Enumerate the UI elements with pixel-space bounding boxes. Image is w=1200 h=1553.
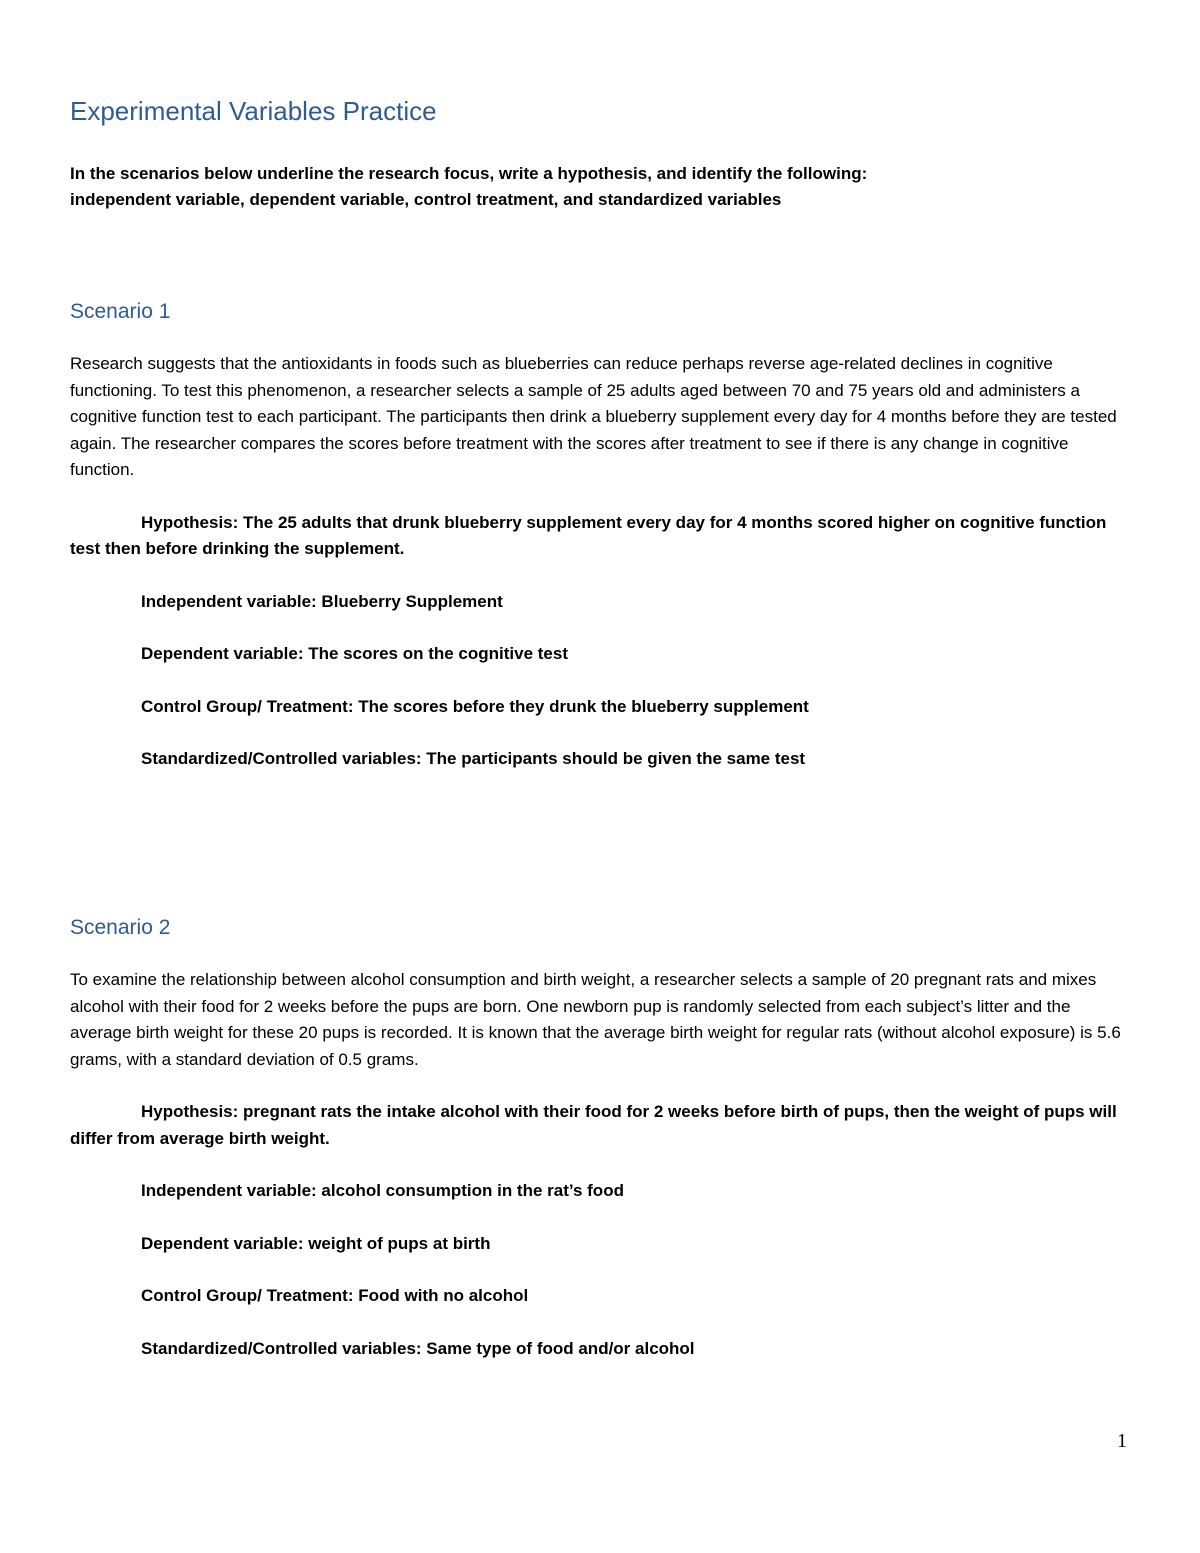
instructions-line-1: In the scenarios below underline the research focus, write a hypothesis, and identify the following: (70, 164, 868, 183)
instructions-line-2: independent variable, dependent variable, control treatment, and standardized variables (70, 190, 782, 209)
dependent-variable: Dependent variable: The scores on the cognitive test (141, 644, 568, 663)
control-group: Control Group/ Treatment: Food with no alcohol (141, 1286, 529, 1305)
scenario-1 (70, 297, 1132, 773)
hypothesis: Hypothesis: pregnant rats the intake alcohol with their food for 2 weeks before birth of pups, then the weight of pups will differ from average birth weight. (70, 1102, 1117, 1148)
independent-variable: Independent variable: alcohol consumption in the rat’s food (141, 1181, 624, 1200)
document-title: Experimental Variables Practice (70, 96, 437, 126)
independent-variable: Independent variable: Blueberry Supplement (141, 591, 503, 611)
scenario-description: Research suggests that the antioxidants in foods such as blueberries can reduce perhaps reverse age-related declines in cognitive functioning. To test this phenomenon, a researcher selects a sample of 25 adults aged between 70 and 75 years old and administers a cognitive function test to each participant. The participants then drink a blueberry supplement every day for 4 months before they are tested again. The researcher compares the scores before treatment with the scores after treatment to see if there is any change in cognitive function. (70, 354, 1117, 479)
scenario-2 (70, 913, 1132, 1362)
scenario-description: To examine the relationship between alcohol consumption and birth weight, a researcher selects a sample of 20 pregnant rats and mixes alcohol with their food for 2 weeks before the pups are born. One newborn pup is randomly selected from each subject’s litter and the average birth weight for these 20 pups is recorded. It is known that the average birth weight for regular rats (without alcohol exposure) is 5.6 grams, with a standard deviation of 0.5 grams. (70, 970, 1121, 1069)
dependent-variable: Dependent variable: weight of pups at birth (141, 1233, 491, 1253)
standardized-variables: Standardized/Controlled variables: The participants should be given the same test (141, 749, 806, 768)
page-number: 1 (1117, 1430, 1127, 1452)
instructions (70, 161, 1132, 213)
control-group: Control Group/ Treatment: The scores before they drunk the blueberry supplement (141, 696, 809, 716)
scenario-heading: Scenario 1 (70, 300, 171, 323)
hypothesis: Hypothesis: The 25 adults that drunk blueberry supplement every day for 4 months scored higher on cognitive function test then before drinking the supplement. (70, 512, 1107, 558)
scenario-heading: Scenario 2 (70, 916, 171, 939)
standardized-variables: Standardized/Controlled variables: Same type of food and/or alcohol (141, 1338, 695, 1358)
